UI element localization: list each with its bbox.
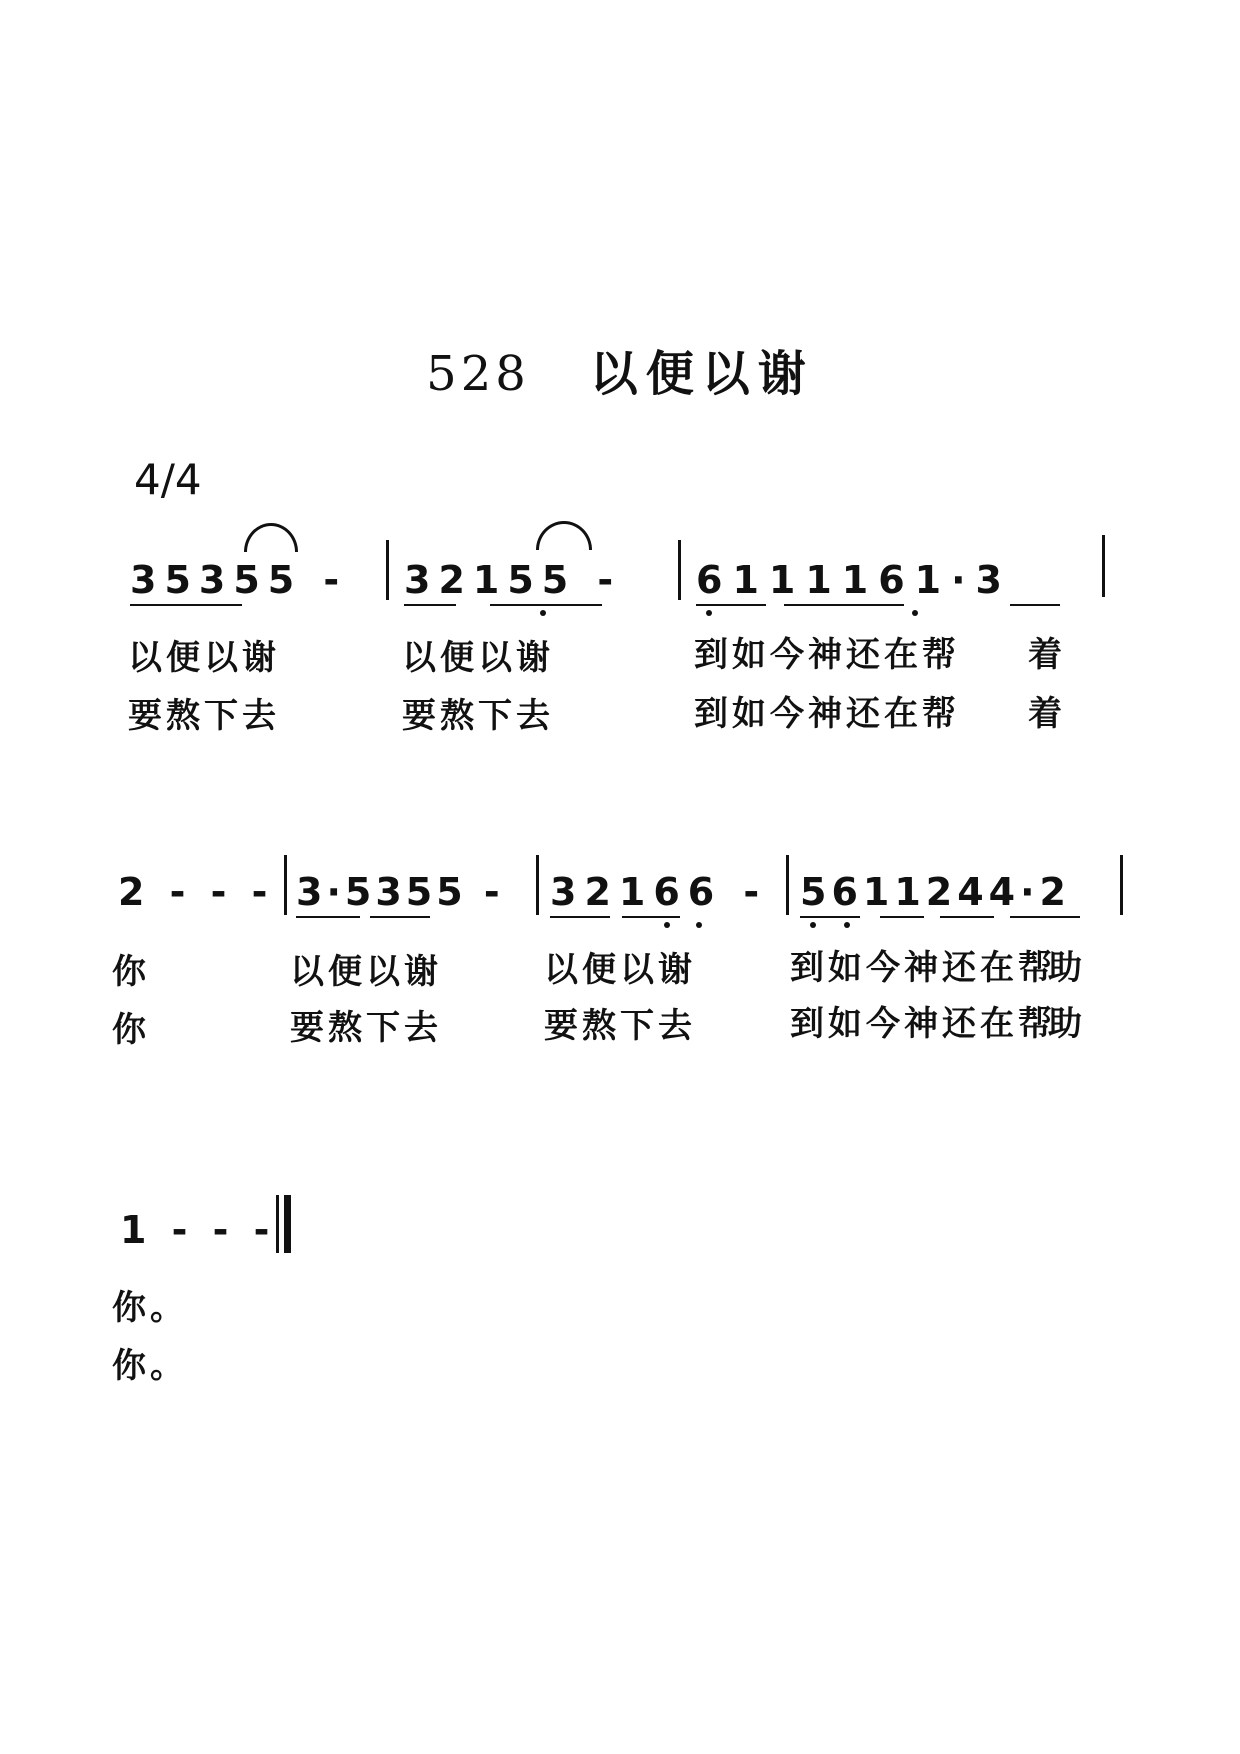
line1-lyric2-m2: 要熬下去 [402,696,554,736]
line2-lyric1-m2: 以便以谢 [290,952,442,992]
beam-underline [800,916,860,918]
line2-lyric2-m1: 你 [112,1010,150,1050]
line1-lyric2-m3: 到如今神还在帮 [694,694,960,734]
octave-dot [912,610,918,616]
line2-measure3-notes: 32166 - [550,870,768,914]
barline [1120,855,1123,915]
slur-2 [536,521,592,550]
line1-measure3-notes: 6111161·3 [696,558,1012,602]
octave-dot [540,610,546,616]
line1-measure1-notes: 35355 - [130,558,348,602]
line2-lyric1-m4-end: 助 [1048,948,1086,988]
line2-lyric1-m1: 你 [112,952,150,992]
barline [536,855,539,915]
beam-underline [784,604,904,606]
line1-measure2-notes: 32155 - [404,558,622,602]
beam-underline [940,916,994,918]
line1-lyric1-m3: 到如今神还在帮 [694,635,960,675]
beam-underline [404,604,456,606]
song-name: 以便以谢 [589,346,814,402]
barline [678,540,681,600]
line2-lyric2-m4-end: 助 [1048,1004,1086,1044]
barline [786,855,789,915]
line3-lyric1: 你。 [112,1288,188,1328]
octave-dot [664,922,670,928]
line2-lyric1-m4: 到如今神还在帮 [790,948,1056,988]
line2-measure1-notes: 2 - - - [118,870,274,914]
line2-lyric1-m3: 以便以谢 [544,950,696,990]
line2-measure2-notes: 3·5355 - [296,870,504,914]
beam-underline [1010,916,1080,918]
line3-lyric2: 你。 [112,1346,188,1386]
barline [284,855,287,915]
line3-measure1-notes: 1 - - - [120,1208,276,1252]
beam-underline [550,916,610,918]
song-number: 528 [426,346,530,402]
octave-dot [810,922,816,928]
final-barline [276,1195,292,1253]
octave-dot [696,922,702,928]
line2-lyric2-m4: 到如今神还在帮 [790,1004,1056,1044]
line2-lyric2-m2: 要熬下去 [290,1008,442,1048]
beam-underline [880,916,924,918]
final-barline-thick [284,1195,291,1253]
line1-lyric2-m1: 要熬下去 [128,696,280,736]
line1-lyric1-m2: 以便以谢 [402,638,554,678]
time-signature: 4/4 [134,455,202,504]
octave-dot [706,610,712,616]
beam-underline [370,916,430,918]
beam-underline [696,604,766,606]
line2-measure4-notes: 5611244·2 [800,870,1071,914]
barline [1102,535,1105,597]
line1-lyric2-m3-end: 着 [1028,694,1066,734]
octave-dot [844,922,850,928]
beam-underline [490,604,602,606]
line1-lyric1-m3-end: 着 [1028,635,1066,675]
line2-lyric2-m3: 要熬下去 [544,1006,696,1046]
slur-1 [244,523,298,552]
beam-underline [1010,604,1060,606]
song-title [0,335,1240,404]
beam-underline [130,604,242,606]
final-barline-thin [276,1195,279,1253]
barline [386,540,389,600]
line1-lyric1-m1: 以便以谢 [128,638,280,678]
beam-underline [622,916,680,918]
beam-underline [296,916,360,918]
